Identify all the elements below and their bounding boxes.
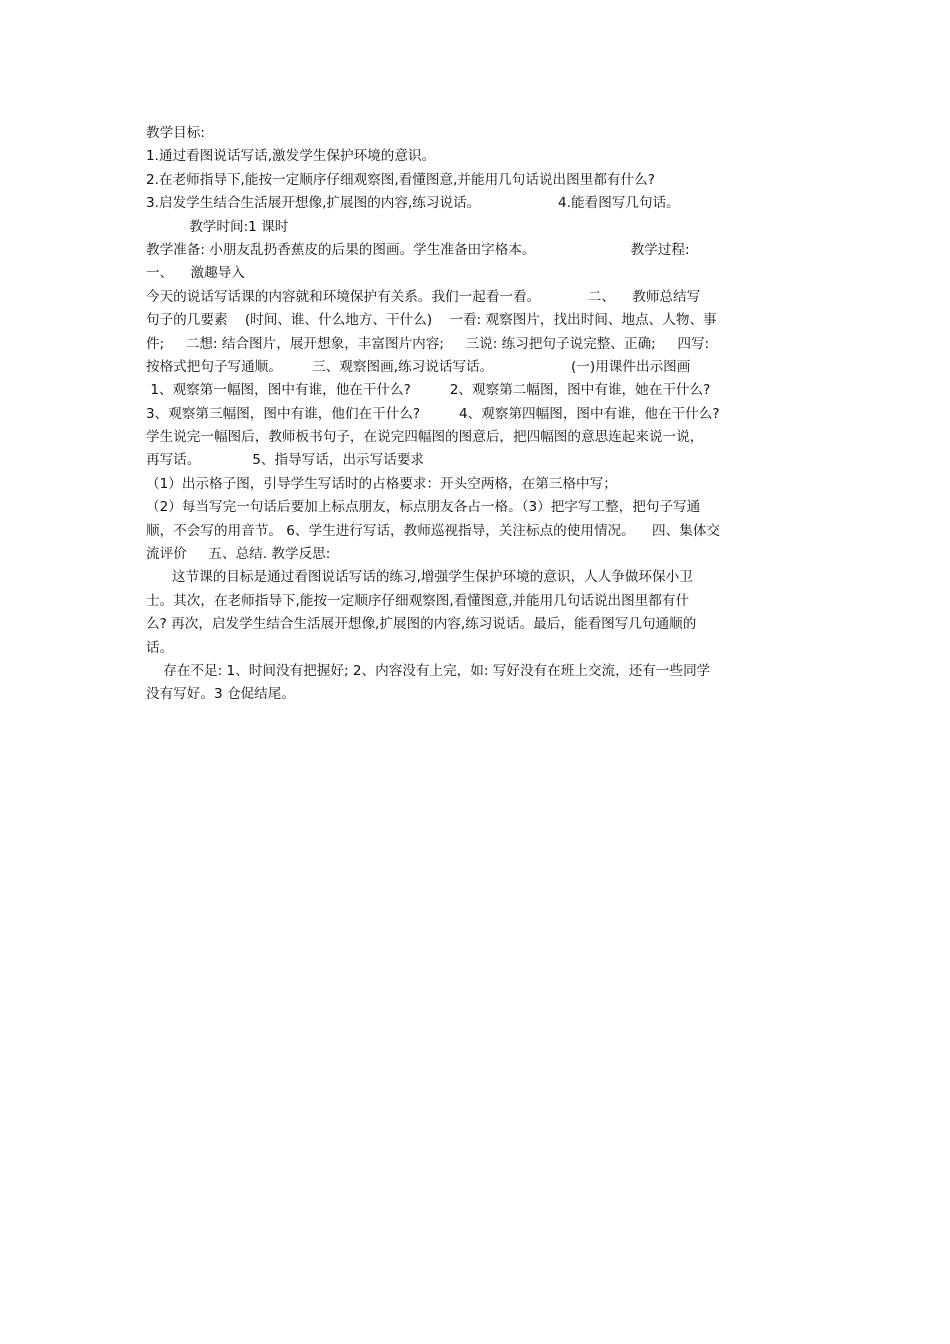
text-line: 按格式把句子写通顺。 三、观察图画,练习说话写话。 (一)用课件出示图画: [146, 358, 691, 375]
text-line: 句子的几要素 (时间、谁、什么地方、干什么) 一看: 观察图片，找出时间、地点、人物、事: [146, 312, 717, 329]
text-line: 没有写好。3 仓促结尾。: [146, 686, 295, 703]
text-line: 教学准备: 小朋友乱扔香蕉皮的后果的图画。学生准备田字格本。 教学过程:: [146, 241, 690, 258]
text-line: 件; 二想: 结合图片，展开想象，丰富图片内容; 三说: 练习把句子说完整、正确; 四写:: [146, 335, 710, 352]
text-line: （2）每当写完一句话后要加上标点朋友，标点朋友各占一格。（3）把字写工整，把句子写通: [146, 499, 701, 516]
text-line: 士。其次，在老师指导下,能按一定顺序仔细观察图,看懂图意,并能用几句话说出图里都有什: [146, 592, 690, 609]
text-line: 3.启发学生结合生活展开想像,扩展图的内容,练习说话。 4.能看图写几句话。: [146, 195, 680, 212]
text-line: 教学时间:1 课时: [146, 218, 289, 235]
text-line: 1.通过看图说话写话,激发学生保护环境的意识。: [146, 148, 436, 165]
text-line: 么? 再次，启发学生结合生活展开想像,扩展图的内容,练习说话。最后，能看图写几句通顺的: [146, 616, 697, 633]
text-line: 顺，不会写的用音节。 6、学生进行写话，教师巡视指导，关注标点的使用情况。 四、集体交: [146, 522, 721, 539]
document-body: [146, 122, 818, 707]
text-line: 一、 激趣导入: [146, 265, 245, 282]
text-line: 再写话。 5、指导写话，出示写话要求: [146, 452, 425, 469]
text-line: 学生说完一幅图后，教师板书句子，在说完四幅图的图意后，把四幅图的意思连起来说一说，: [146, 429, 704, 446]
text-line: 存在不足: 1、时间没有把握好; 2、内容没有上完，如: 写好没有在班上交流，还有一些同学: [146, 662, 711, 679]
text-line: （1）出示格子图，引导学生写话时的占格要求：开头空两格，在第三格中写；: [146, 475, 617, 492]
text-line: 2.在老师指导下,能按一定顺序仔细观察图,看懂图意,并能用几句话说出图里都有什么?: [146, 171, 655, 188]
text-line: 3、观察第三幅图，图中有谁，他们在干什么? 4、观察第四幅图，图中有谁，他在干什么?: [146, 405, 720, 422]
text-line: 这节课的目标是通过看图说话写话的练习,增强学生保护环境的意识，人人争做环保小卫: [146, 569, 693, 586]
text-line: 1、观察第一幅图，图中有谁，他在干什么? 2、观察第二幅图，图中有谁，她在干什么?: [146, 382, 711, 399]
text-line: 今天的说话写话课的内容就和环境保护有关系。我们一起看一看。 二、 教师总结写: [146, 288, 701, 305]
text-line: 话。: [146, 639, 174, 656]
text-line: 流评价 五、总结. 教学反思:: [146, 546, 331, 563]
text-line: 教学目标:: [146, 125, 205, 141]
